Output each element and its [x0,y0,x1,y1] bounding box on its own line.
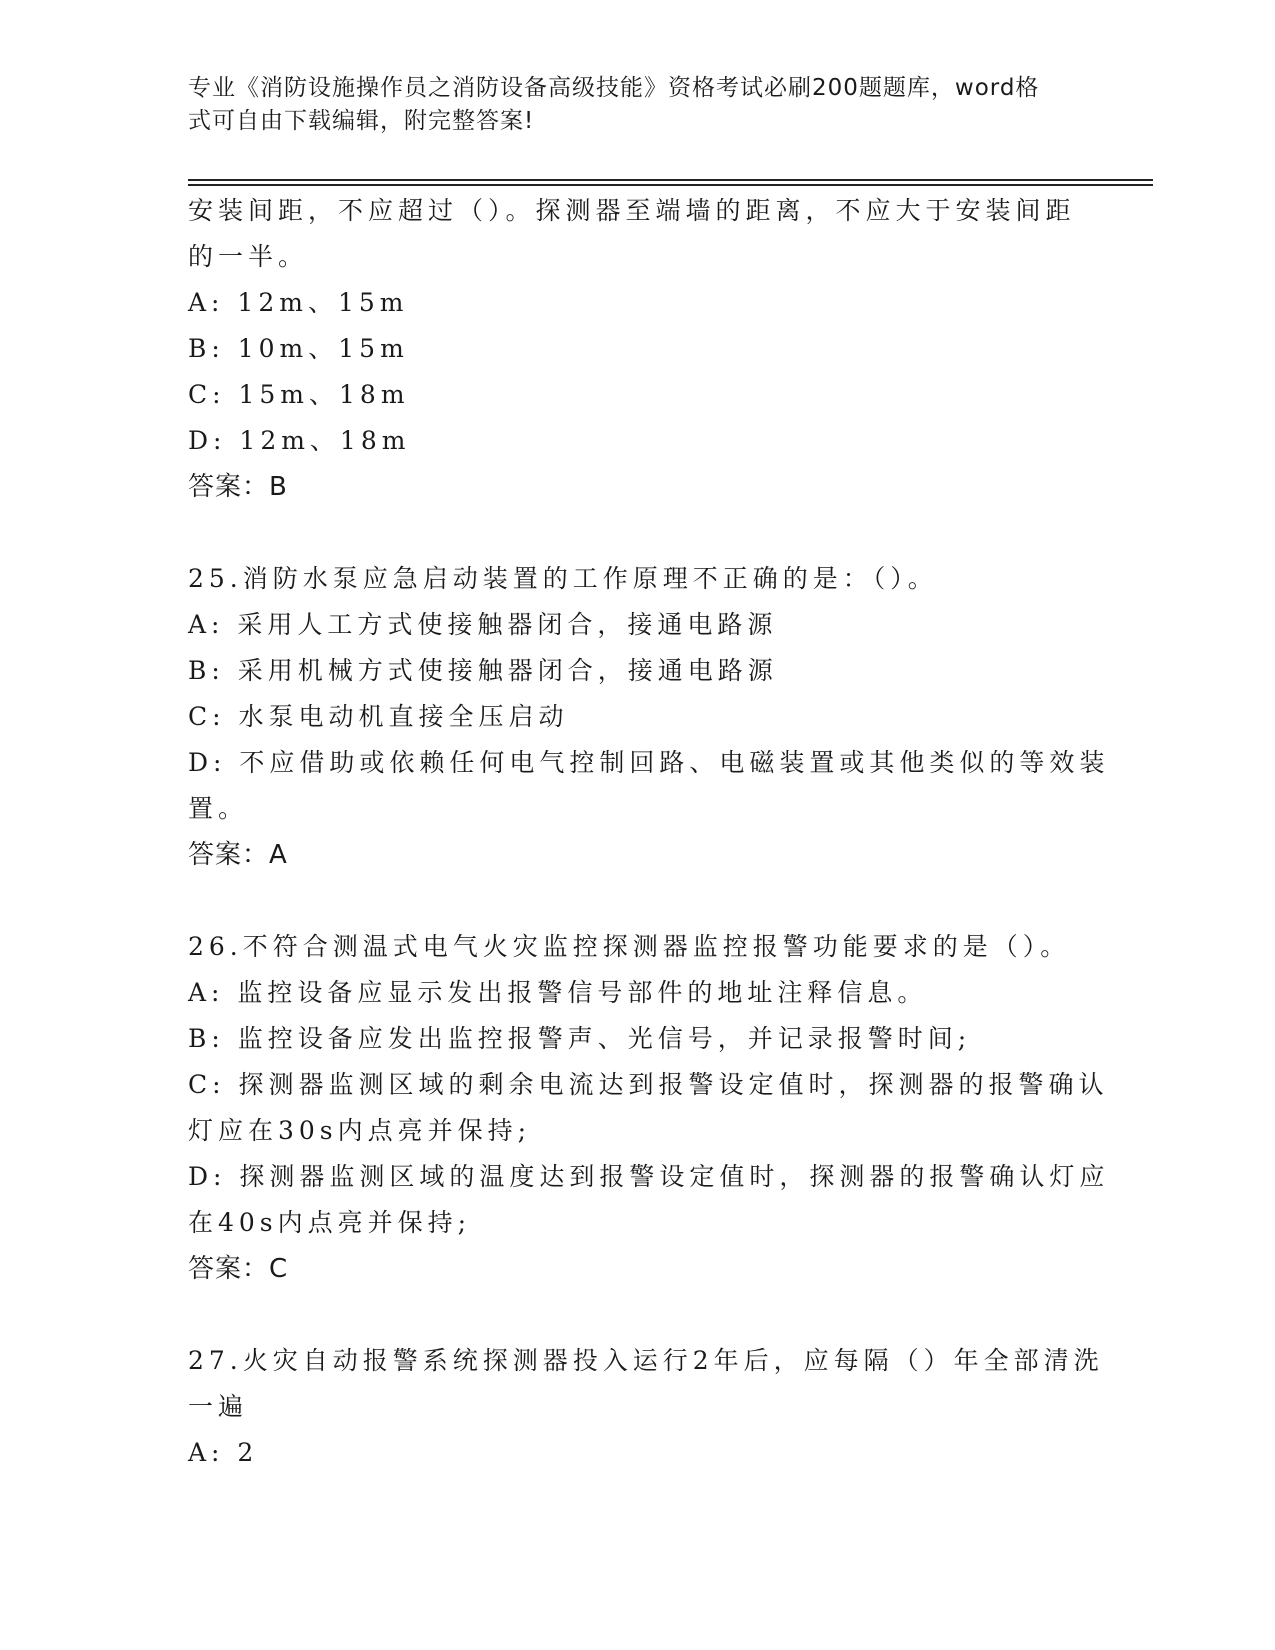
option-a: A: 12m、15m [188,288,409,317]
option-d-continued: 置。 [188,794,249,823]
answer-label: 答案：C [188,1254,289,1284]
header-divider-top [188,179,1153,181]
option-d: D: 不应借助或依赖任何电气控制回路、电磁装置或其他类似的等效装 [188,748,1110,777]
question-27 [188,1338,1104,1476]
question-stem: 27.火灾自动报警系统探测器投入运行2年后，应每隔（）年全部清洗 [188,1346,1104,1375]
header-line-1: 专业《消防设施操作员之消防设备高级技能》资格考试必刷200题题库，word格 [188,75,1040,101]
option-a: A: 2 [188,1438,259,1467]
option-d-continued: 在40s内点亮并保持; [188,1208,472,1237]
answer-label: 答案：A [188,840,288,870]
option-b: B: 采用机械方式使接触器闭合，接通电路源 [188,656,778,685]
question-stem: 25.消防水泵应急启动装置的工作原理不正确的是：（）。 [188,564,938,593]
option-c: C: 水泵电动机直接全压启动 [188,702,569,731]
document-header [188,72,1068,138]
option-c: C: 15m、18m [188,380,410,409]
question-stem-line: 安装间距，不应超过（）。探测器至端墙的距离，不应大于安装间距 [188,196,1076,225]
question-stem: 26.不符合测温式电气火灾监控探测器监控报警功能要求的是（）。 [188,932,1071,961]
spacer [188,878,1078,924]
question-24 [188,188,1078,510]
option-b: B: 10m、15m [188,334,409,363]
question-25 [188,556,1110,878]
question-26 [188,924,1110,1292]
question-list [188,188,1110,1476]
option-c-continued: 灯应在30s内点亮并保持; [188,1116,532,1145]
option-a: A: 监控设备应显示发出报警信号部件的地址注释信息。 [188,978,928,1007]
spacer [188,510,1078,556]
option-c: C: 探测器监测区域的剩余电流达到报警设定值时，探测器的报警确认 [188,1070,1109,1099]
spacer [188,1292,1078,1338]
header-line-2: 式可自由下载编辑，附完整答案! [188,108,535,134]
question-stem-continued: 一遍 [188,1392,249,1421]
question-stem-line: 的一半。 [188,242,309,271]
option-a: A: 采用人工方式使接触器闭合，接通电路源 [188,610,778,639]
option-d: D: 探测器监测区域的温度达到报警设定值时，探测器的报警确认灯应 [188,1162,1110,1191]
option-b: B: 监控设备应发出监控报警声、光信号，并记录报警时间; [188,1024,972,1053]
answer-label: 答案：B [188,472,288,502]
option-d: D: 12m、18m [188,426,411,455]
header-divider-bottom [188,184,1153,186]
